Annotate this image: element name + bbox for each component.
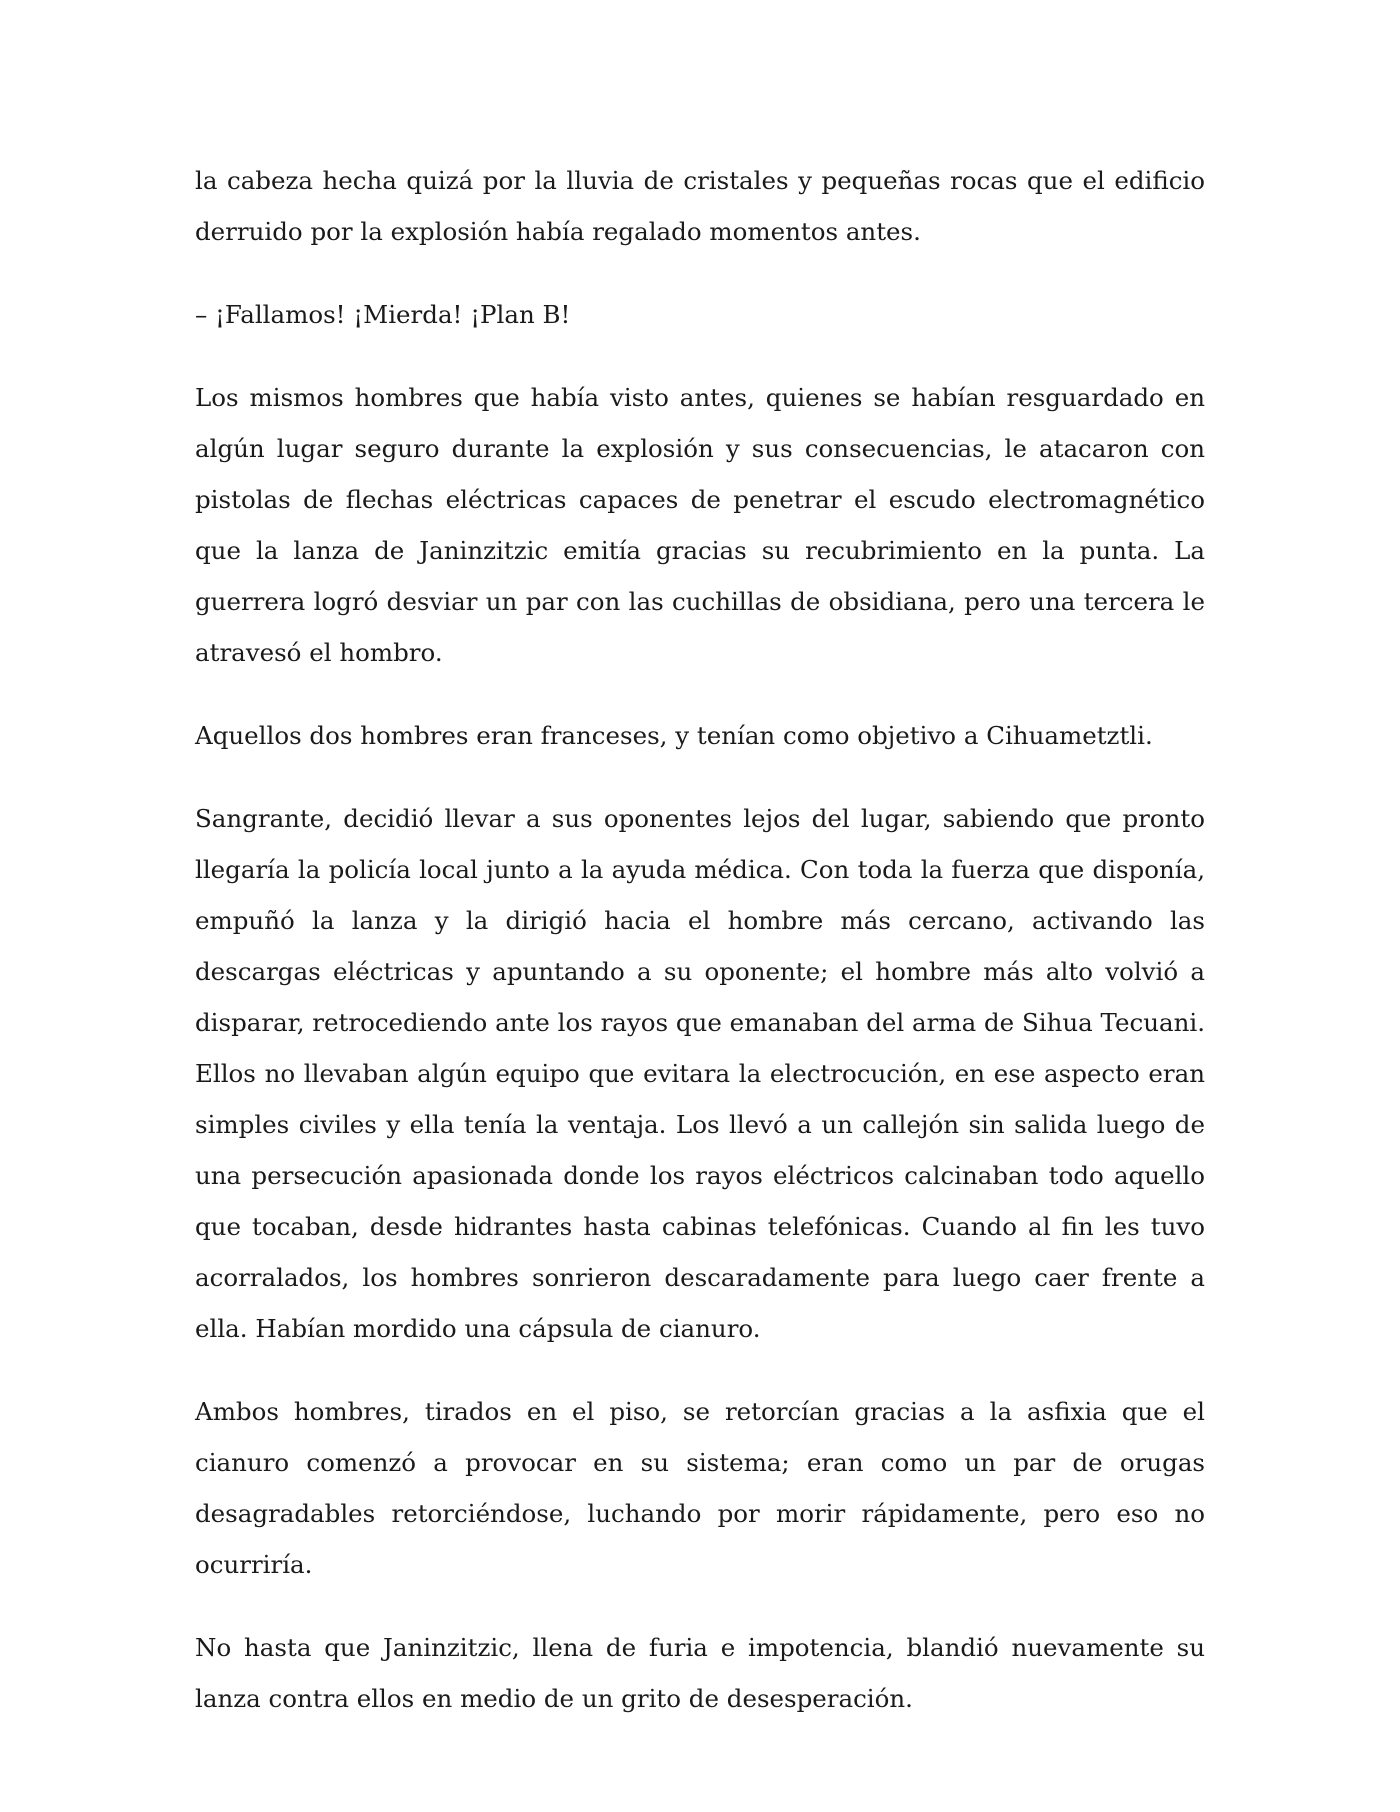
paragraph-3: Los mismos hombres que había visto antes, quienes se habían resguardado en algún lugar seguro durante la explosión y sus consecuencias, le atacaron con pistolas de flechas eléctricas capaces de penetrar el escudo electromagnético que la lanza de Janinzitzic emitía gracias su recubrimiento en la punta. La guerrera logró desviar un par con las cuchillas de obsidiana, pero una tercera le atravesó el hombro. [195,383,1205,667]
paragraph-5: Sangrante, decidió llevar a sus oponentes lejos del lugar, sabiendo que pronto llegaría la policía local junto a la ayuda médica. Con toda la fuerza que disponía, empuñó la lanza y la dirigió hacia el hombre más cercano, activando las descargas eléctricas y apuntando a su oponente; el hombre más alto volvió a disparar, retrocediendo ante los rayos que emanaban del arma de Sihua Tecuani. Ellos no llevaban algún equipo que evitara la electrocución, en ese aspecto eran simples civiles y ella tenía la ventaja. Los llevó a un callejón sin salida luego de una persecución apasionada donde los rayos eléctricos calcinaban todo aquello que tocaban, desde hidrantes hasta cabinas telefónicas. Cuando al fin les tuvo acorralados, los hombres sonrieron descaradamente para luego caer frente a ella. Habían mordido una cápsula de cianuro. [195,804,1205,1343]
paragraph-6: Ambos hombres, tirados en el piso, se retorcían gracias a la asfixia que el cianuro comenzó a provocar en su sistema; eran como un par de orugas desagradables retorciéndose, luchando por morir rápidamente, pero eso no ocurriría. [195,1397,1205,1579]
paragraph-2-dialogue: – ¡Fallamos! ¡Mierda! ¡Plan B! [195,300,571,329]
paragraph-7: No hasta que Janinzitzic, llena de furia e impotencia, blandió nuevamente su lanza contra ellos en medio de un grito de desesperación. [195,1633,1205,1713]
paragraph-4: Aquellos dos hombres eran franceses, y tenían como objetivo a Cihuametztli. [195,721,1153,750]
document-page [195,155,1205,1756]
paragraph-1: la cabeza hecha quizá por la lluvia de cristales y pequeñas rocas que el edificio derruido por la explosión había regalado momentos antes. [195,166,1205,246]
